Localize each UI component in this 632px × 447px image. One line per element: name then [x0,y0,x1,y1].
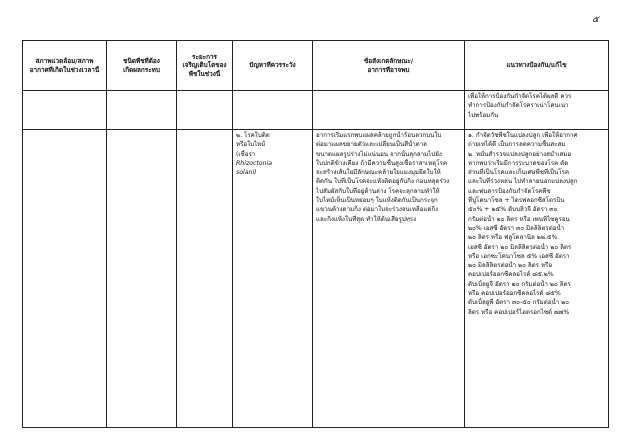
cell-empty [177,91,233,130]
cell-empty [107,91,177,130]
header-row [23,41,609,91]
cell-management-continued: เพื่อให้การป้องกันกำจัดโรคได้ผลดี ควร ทำการป้องกันกำจัดโรคราเน่าโคนเน่า ไปพร้อมกัน [465,91,609,130]
cell-observation: อาการเริ่มแรกพบแผลคล้ายถูกน้ำร้อนลวกบนใบ ต่อมาแผลขยายตัวและเปลี่ยนเป็นสีน้ำตาล ขนาดแผลรูปร่างไม่แน่นอน จากนั้นลุกลามไปยัง ใบปกติข้างเคียง ถ้ามีความชื้นสูงเชื้อราสาเหตุโรค จะสร้างเส้นใยมีลักษณะคล้ายใยแมงมุมยึดใบให้ ติดกัน ใบที่เป็นโรคจะแห้งติดอยู่กับกิ่ง ก่อนหลุดร่วง ไปสัมผัสกับใบที่อยู่ด้านล่าง โรคจะลุกลามทำให้ ใบไหม้เห็นเป็นหย่อมๆ ใบแห้งติดกันเป็นกระจุก แขวนค้างตามกิ่ง ต่อมาใบจะร่วงจนเหลือแต่กิ่ง และกิ่งแห้งในที่สุด ทำให้ต้นเสียรูปทรง [313,130,465,428]
pest-management-table [22,40,609,428]
cell-pest: ๒. โรคใบติด หรือใบไหม้ (เชื้อรา Rhizoctonia solani) [233,130,313,428]
header-management: แนวทางป้องกัน/แก้ไข [465,41,609,91]
table-row-continued [23,91,609,130]
header-affected-plant: ชนิดพืชที่ต้อง เกิดผลกระทบ [107,41,177,91]
cell-empty [107,130,177,428]
cell-management: ๑. กำจัดวัชพืชในแปลงปลูก เพื่อให้อากาศ ถ่ายเทได้ดี เป็นการลดความชื้นสะสม ๒. หมั่นสำรวจแปลงปลูกอย่างสม่ำเสมอ หากพบว่าเริ่มมีการระบาดของโรค ตัด ส่วนที่เป็นโรคและเก็บเศษพืชที่เป็นโรค และใบที่ร่วงหล่น ไปทำลายนอกแปลงปลูก และพ่นสารป้องกันกำจัดโรคพืช ที่ปูโคนาโซล + ไดรฟลอกซีสโตรบิน ๕๐% + ๒๕% ดับบลิวจี อัตรา ๓๐ กรัมต่อน้ำ ๒๐ ลิตร หรือ เพนทิไซคูรอน ๒๐% เอสซี อัตรา ๓๐ มิลลิลิตรต่อน้ำ ๒๐ ลิตร หรือ ฟลูโตลานิล ๒๒.๕% เอสซี อัตรา ๒๐ มิลลิลิตรต่อน้ำ ๒๐ ลิตร หรือ เฮกซะโคนาโซล ๕% เอสซี อัตรา ๒๐ มิลลิลิตรต่อน้ำ ๒๐ ลิตร หรือ คอปเปอร์ออกซีคลอไรด์ ๘๕.๒% ดับเบิ้ลยูจี อัตรา ๒๐ กรัมต่อน้ำ ๒๐ ลิตร หรือ คอปเปอร์ออกซีคลอไรด์ ๘๕% ดับเบิ้ลยูพี อัตรา ๓๐-๕๐ กรัมต่อน้ำ ๒๐ ลิตร หรือ คอปเปอร์ไฮดรอกไซด์ ๗๗% [465,130,609,428]
cell-empty [177,130,233,428]
cell-empty [23,130,107,428]
header-growth-stage: ระยะการ เจริญเติบโตของ พืชในช่วงนี้ [177,41,233,91]
header-observation: ข้อสังเกตลักษณะ/ อาการที่อาจพบ [313,41,465,91]
cell-empty [313,91,465,130]
header-problem: ปัญหาที่ควรระวัง [233,41,313,91]
cell-empty [23,91,107,130]
page-number: ๕ [592,15,599,25]
header-environment: สภาพแวดล้อม/สภาพ อากาศที่เกิดในช่วงเวลานี้ [23,41,107,91]
table-row-leaf-blight [23,130,609,428]
cell-empty [233,91,313,130]
